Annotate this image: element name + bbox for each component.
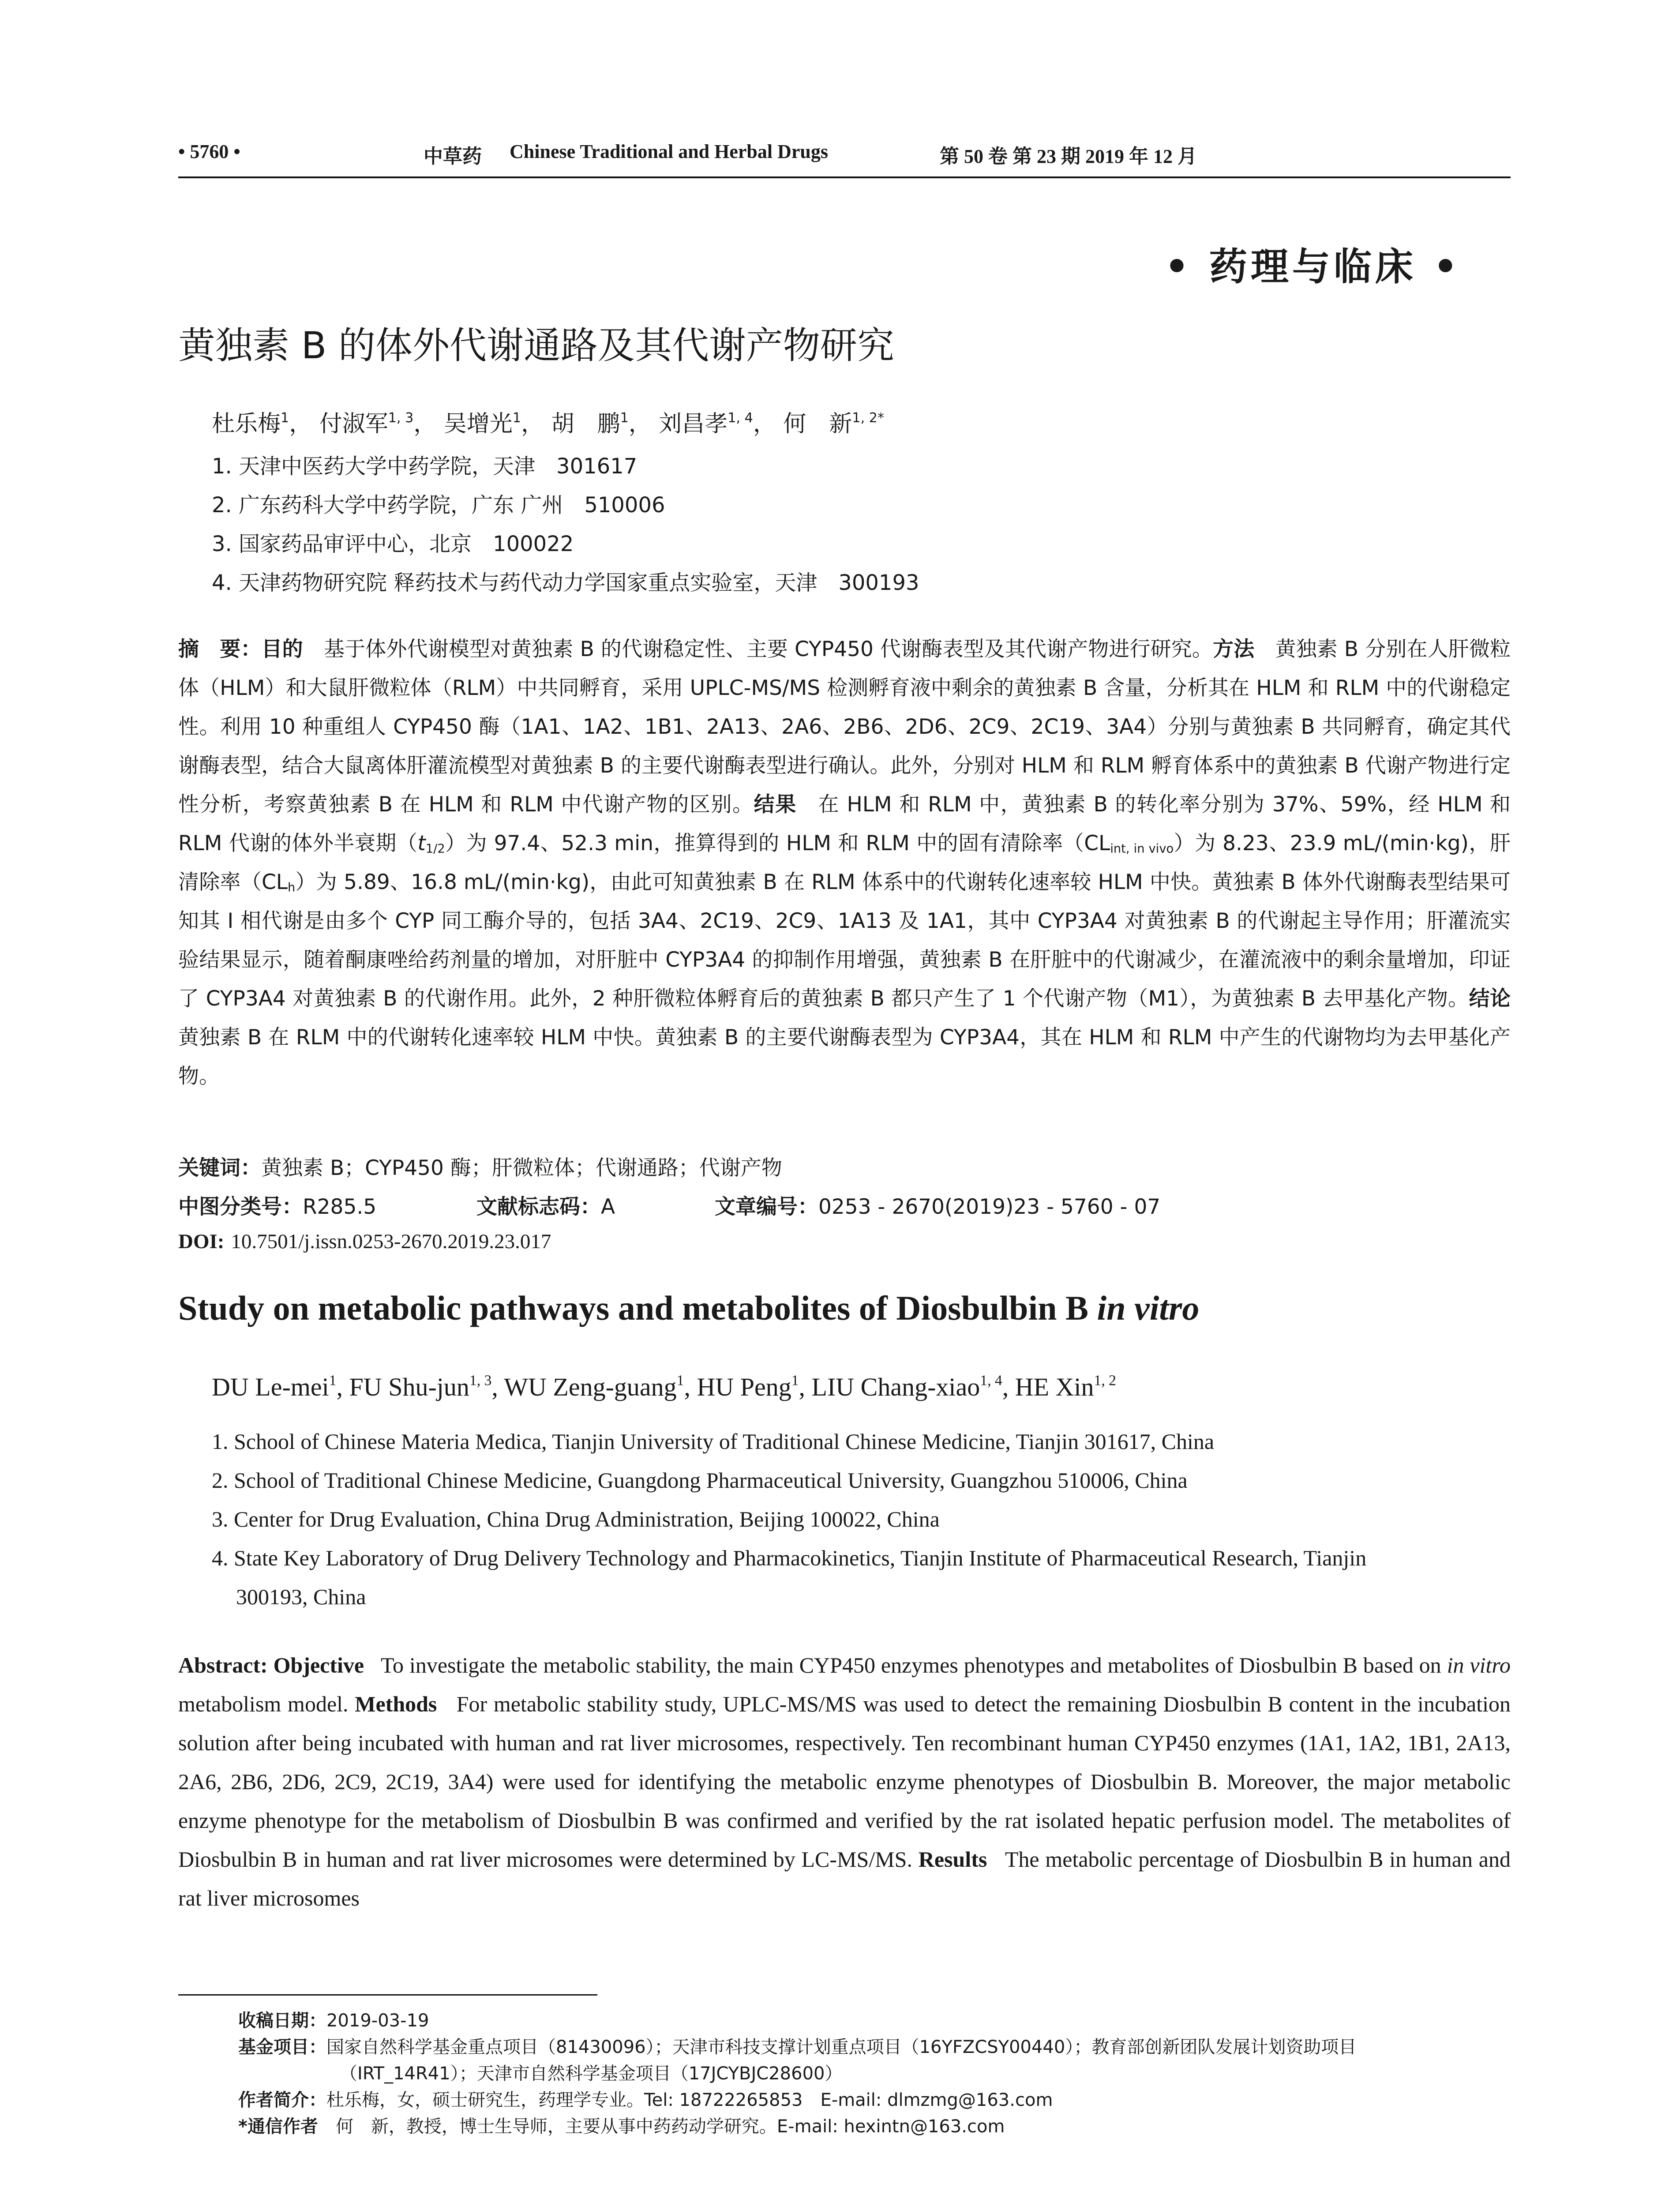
footnote-author	[238, 2086, 1053, 2111]
en-author: HU Peng	[697, 1373, 791, 1401]
cn-author-list: 杜乐梅$^1$， 付淑军$^{1, 3}$， 吴增光$^1$， 胡 鹏$^1$， 刘昌孝$^{1, 4}$， 何 新$^{1, 2*}$	[212, 410, 885, 437]
article-no-value: 0253 - 2670(2019)23 - 5760 - 07	[818, 1195, 1161, 1219]
footnote-rule	[178, 1994, 597, 1996]
cn-methods-label: 方法	[1213, 637, 1255, 661]
cn-author-affil: 1, 2*	[852, 410, 885, 426]
article-no-label: 文章编号：	[715, 1195, 818, 1219]
cn-results-t-sub: 1/2	[425, 842, 445, 856]
cn-results: ）为 97.4、52.3 min，推算得到的 HLM 和 RLM 中的固有清除率（CL	[445, 831, 1110, 855]
cn-conclusion-label: 结论	[1469, 987, 1511, 1011]
cn-results: ）为 5.89、16.8 mL/(min·kg)，由此可知黄独素 B 在 RLM 体系中的代谢转化速率较 HLM 中快。黄独素 B 体外代谢酶表型结果可知其 I 相代谢是由多个 CYP 同工酶介导的，包括 3A4、2C19、2C9、1A13 及 1A1，其中 CYP3A4 对黄独素 B 的代谢起主导作用；肝灌流实验结果显示，随着酮康唑给药剂量的增加，对肝脏中 CYP3A4 的抑制作用增强，黄独素 B 在肝脏中的代谢减少，在灌流液中的剩余量增加，印证了 CYP3A4 对黄独素 B 的代谢作用。此外，2 种肝微粒体孵育后的黄独素 B 都只产生了 1 个代谢产物（M1），为黄独素 B 去甲基化产物。	[178, 870, 1511, 1011]
en-author-affil: 1, 2	[1094, 1372, 1116, 1389]
corr-text: 何 新，教授，博士生导师，主要从事中药药动学研究。E-mail: hexintn@163.com	[335, 2116, 1005, 2137]
fund-text: 国家自然科学基金重点项目（81430096）；天津市科技支撑计划重点项目（16YFZCSY00440）；教育部创新团队发展计划资助项目	[326, 2037, 1357, 2057]
cn-results-h-sub: h	[287, 881, 296, 895]
footnote-corresponding	[238, 2112, 1005, 2138]
doc-code-line	[476, 1190, 615, 1220]
cn-results-t: t	[417, 831, 426, 855]
cn-objective-label: 目的	[261, 637, 303, 661]
cn-author: 吴增光	[443, 411, 513, 437]
doc-code-label: 文献标志码：	[476, 1195, 601, 1219]
en-abstract-label: Abstract:	[178, 1653, 268, 1677]
cn-author: 胡 鹏	[551, 411, 620, 437]
en-author: DU Le-mei	[212, 1373, 329, 1401]
journal-name-cn: 中草药	[424, 145, 482, 168]
corr-label: *通信作者	[238, 2116, 318, 2137]
cn-abstract-label: 摘 要：	[178, 637, 262, 661]
cn-keywords-label: 关键词：	[178, 1156, 261, 1180]
en-objective-italic: in vitro	[1447, 1653, 1511, 1677]
en-author-affil: 1	[791, 1372, 799, 1389]
en-author: WU Zeng-guang	[504, 1373, 677, 1401]
en-abstract	[178, 1646, 1511, 1917]
en-affiliation: 1. School of Chinese Materia Medica, Tianjin University of Traditional Chinese Medicine, Tianjin 301617, China	[212, 1429, 1215, 1454]
cn-author: 付淑军	[319, 411, 388, 437]
cn-affiliation: 3. 国家药品审评中心，北京 100022	[212, 532, 574, 556]
en-author: HE Xin	[1015, 1373, 1094, 1401]
journal-issue: 第 50 卷 第 23 期 2019 年 12 月	[940, 146, 1197, 167]
en-author-affil: 1, 4	[980, 1372, 1002, 1389]
cn-author-affil: 1, 4	[728, 410, 753, 426]
en-author: LIU Chang-xiao	[811, 1373, 980, 1401]
cn-results-label: 结果	[754, 792, 797, 817]
journal-name-en: Chinese Traditional and Herbal Drugs	[510, 141, 829, 162]
en-author: FU Shu-jun	[349, 1373, 469, 1401]
en-affiliation-cont: 300193, China	[236, 1584, 366, 1609]
doi-label: DOI:	[178, 1230, 225, 1253]
en-title-italic: in vitro	[1097, 1289, 1200, 1327]
en-author-list: DU Le-mei$^1$, FU Shu-jun$^{1, 3}$, WU Zeng-guang$^1$, HU Peng$^1$, LIU Chang-xiao$^{1, 4}$, HE Xin$^{1, 2}$	[212, 1372, 1116, 1401]
en-affiliation: 2. School of Traditional Chinese Medicine, Guangdong Pharmaceutical University, Guangzhou 510006, China	[212, 1468, 1188, 1493]
cn-author-affil: 1	[512, 410, 521, 426]
cn-results: 在 HLM 和 RLM 中，黄独素 B 的转化率分别为 37%、59%，经 HLM 和 RLM 代谢的体外半衰期（	[178, 792, 1511, 855]
cn-author: 何 新	[783, 411, 852, 437]
article-no-line	[715, 1190, 1160, 1220]
doc-code-value: A	[601, 1195, 615, 1219]
en-title	[178, 1288, 1199, 1328]
fund-label: 基金项目：	[238, 2037, 326, 2057]
en-results-label: Results	[918, 1847, 987, 1872]
section-tag: • 药理与临床 •	[1165, 245, 1461, 289]
footnote-fund-cont: （IRT_14R41）；天津市自然科学基金项目（17JCYBJC28600）	[340, 2063, 843, 2084]
en-author-affil: 1	[676, 1372, 684, 1389]
cn-results-cl-sub: int, in vivo	[1110, 842, 1174, 856]
en-objective: metabolism model.	[178, 1692, 349, 1716]
footnote-received	[238, 2007, 429, 2032]
doi-value: 10.7501/j.issn.0253-2670.2019.23.017	[231, 1230, 551, 1253]
cn-title: 黄独素 B 的体外代谢通路及其代谢产物研究	[178, 324, 895, 367]
cn-author-affil: 1	[620, 410, 629, 426]
cn-author-affil: 1	[281, 410, 289, 426]
cn-abstract	[178, 630, 1511, 1096]
page-number: • 5760 •	[178, 141, 240, 162]
cn-affiliation: 2. 广东药科大学中药学院，广东 广州 510006	[212, 493, 665, 518]
en-methods-label: Methods	[355, 1692, 437, 1716]
doi-line	[178, 1229, 551, 1253]
cn-author: 刘昌孝	[659, 411, 728, 437]
cn-keywords-line	[178, 1152, 782, 1181]
en-objective-label: Objective	[273, 1653, 364, 1677]
en-affiliation: 4. State Key Laboratory of Drug Delivery Technology and Pharmacokinetics, Tianjin Institute of Pharmaceutical Research, Tianjin	[212, 1546, 1367, 1570]
cn-author: 杜乐梅	[212, 411, 281, 437]
cn-results: ）为 8.23、23.9 mL/(min·kg)，肝清除率（CL	[178, 831, 1511, 894]
cn-classification-line	[178, 1190, 376, 1220]
clc-value: R285.5	[303, 1195, 377, 1219]
cn-author-affil: 1, 3	[388, 410, 414, 426]
cn-affiliation: 1. 天津中医药大学中药学院，天津 301617	[212, 454, 638, 479]
header-rule	[178, 176, 1511, 178]
en-methods: For metabolic stability study, UPLC-MS/MS was used to detect the remaining Diosbulbin B content in the incubation solution after being incubated with human and rat liver microsomes, respectively. Ten recombinant human CYP450 enzymes (1A1, 1A2, 1B1, 2A13, 2A6, 2B6, 2D6, 2C9, 2C19, 3A4) were used for identifying the metabolic enzyme phenotypes of Diosbulbin B. Moreover, the major metabolic enzyme phenotype for the metabolism of Diosbulbin B was confirmed and verified by the rat isolated hepatic perfusion model. The metabolites of Diosbulbin B in human and rat liver microsomes were determined by LC-MS/MS.	[178, 1692, 1511, 1872]
cn-affiliation: 4. 天津药物研究院 释药技术与药代动力学国家重点实验室，天津 300193	[212, 570, 919, 595]
received-label: 收稿日期：	[238, 2011, 326, 2031]
clc-label: 中图分类号：	[178, 1195, 303, 1219]
en-affiliation: 3. Center for Drug Evaluation, China Drug Administration, Beijing 100022, China	[212, 1507, 940, 1531]
received-date: 2019-03-19	[326, 2011, 429, 2031]
en-title-main: Study on metabolic pathways and metabolites of Diosbulbin B	[178, 1289, 1097, 1327]
en-author-affil: 1, 3	[469, 1372, 492, 1389]
author-text: 杜乐梅，女，硕士研究生，药理学专业。Tel: 18722265853 E-mail: dlmzmg@163.com	[326, 2090, 1053, 2110]
cn-conclusion: 黄独素 B 在 RLM 中的代谢转化速率较 HLM 中快。黄独素 B 的主要代谢酶表型为 CYP3A4，其在 HLM 和 RLM 中产生的代谢物均为去甲基化产物。	[178, 1025, 1511, 1088]
cn-methods: 黄独素 B 分别在人肝微粒体（HLM）和大鼠肝微粒体（RLM）中共同孵育，采用 UPLC-MS/MS 检测孵育液中剩余的黄独素 B 含量，分析其在 HLM 和 RLM 中的代谢稳定性。利用 10 种重组人 CYP450 酶（1A1、1A2、1B1、2A13、2A6、2B6、2D6、2C9、2C19、3A4）分别与黄独素 B 共同孵育，确定其代谢酶表型，结合大鼠离体肝灌流模型对黄独素 B 的主要代谢酶表型进行确认。此外，分别对 HLM 和 RLM 孵育体系中的黄独素 B 代谢产物进行定性分析，考察黄独素 B 在 HLM 和 RLM 中代谢产物的区别。	[178, 637, 1511, 817]
en-objective: To investigate the metabolic stability, the main CYP450 enzymes phenotypes and metabolites of Diosbulbin B based on	[380, 1653, 1447, 1677]
author-label: 作者简介：	[238, 2090, 326, 2110]
en-results: The metabolic percentage of Diosbulbin B in human and rat liver microsomes	[178, 1847, 1511, 1910]
cn-objective: 基于体外代谢模型对黄独素 B 的代谢稳定性、主要 CYP450 代谢酶表型及其代谢产物进行研究。	[323, 637, 1213, 661]
cn-keywords: 黄独素 B；CYP450 酶；肝微粒体；代谢通路；代谢产物	[261, 1156, 782, 1180]
footnote-fund	[238, 2033, 1356, 2058]
en-author-affil: 1	[329, 1372, 337, 1389]
